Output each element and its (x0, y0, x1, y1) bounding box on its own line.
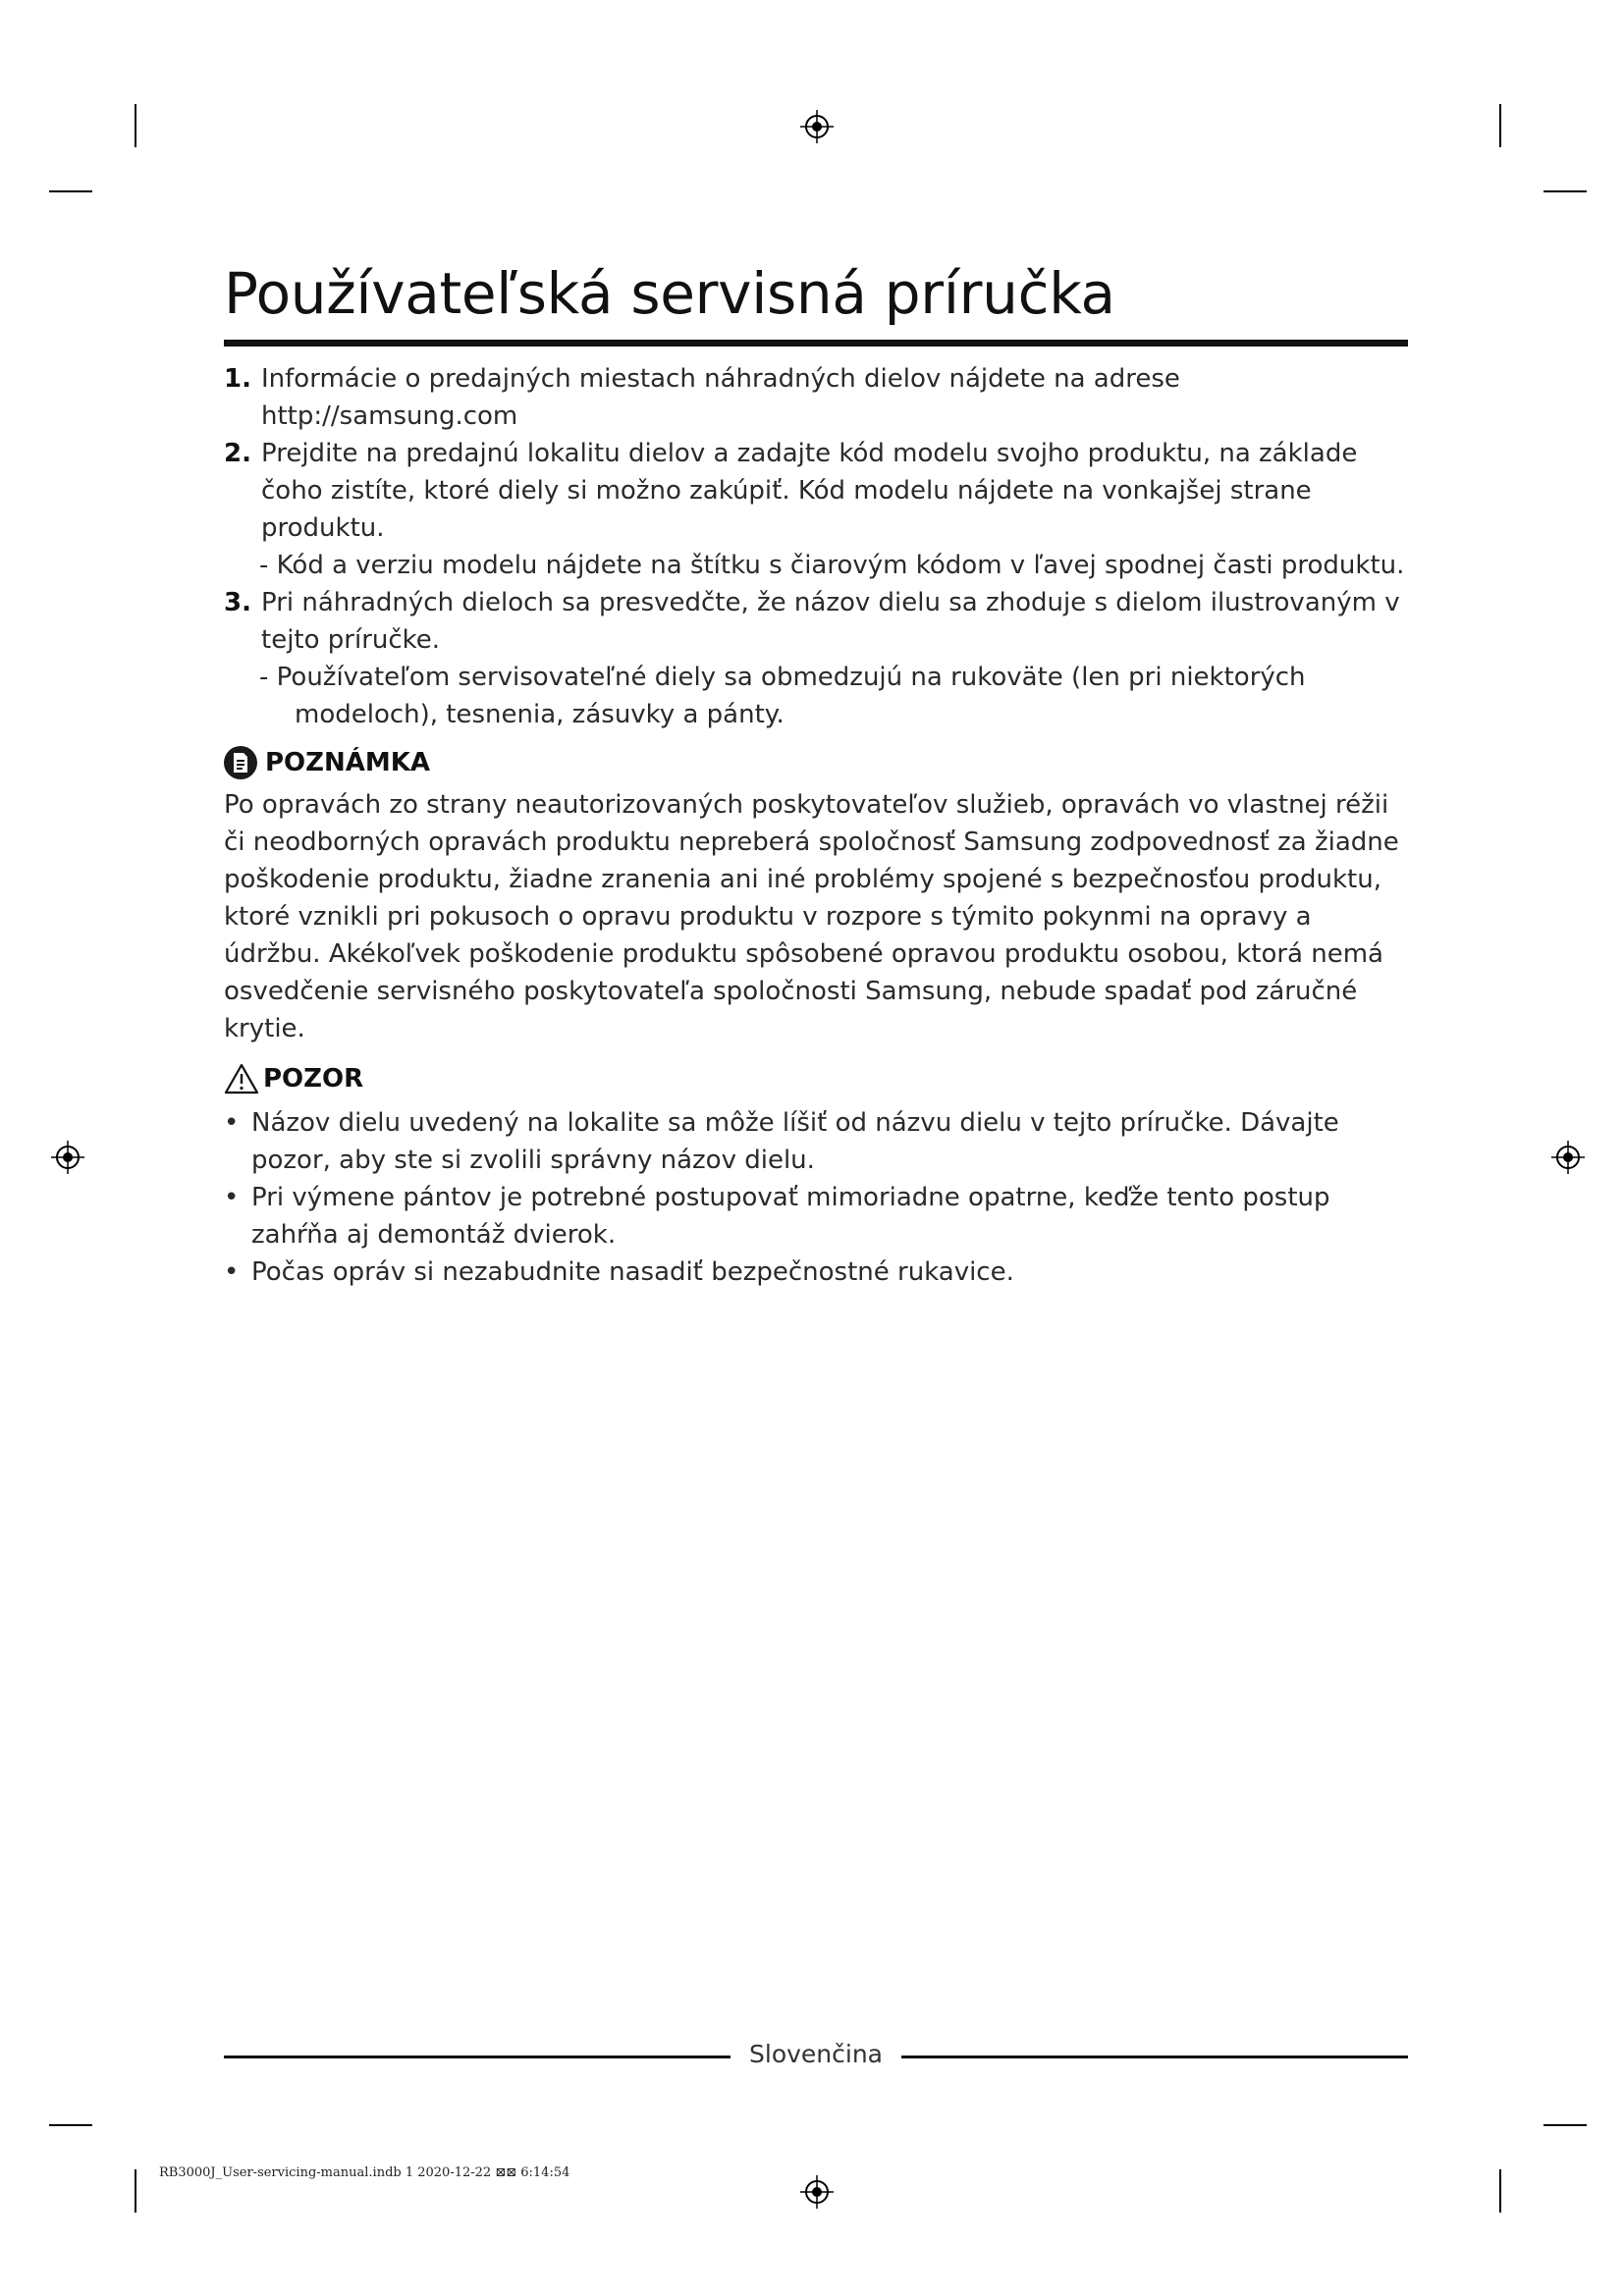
crop-mark (1499, 104, 1501, 147)
warning-triangle-icon (224, 1063, 259, 1095)
registration-mark-icon (800, 2175, 834, 2209)
crop-mark (1543, 2124, 1587, 2126)
sub-list (224, 659, 1408, 733)
crop-mark (49, 190, 92, 192)
crop-mark (1499, 2169, 1501, 2213)
step-number: 2. (224, 439, 251, 468)
step-number: 1. (224, 364, 251, 394)
list-item: • Názov dielu uvedený na lokalite sa môže líšiť od názvu dielu v tejto príručke. Dávajte pozor, aby ste si zvolili správny názov dielu. (224, 1104, 1408, 1179)
page-content (224, 260, 1408, 1291)
registration-mark-icon (1551, 1141, 1585, 1174)
list-item (224, 435, 1408, 584)
list-item (224, 360, 1408, 435)
crop-mark (49, 2124, 92, 2126)
caution-heading (224, 1057, 1408, 1100)
step-number: 3. (224, 588, 251, 617)
footer-rule (901, 2056, 1408, 2058)
steps-list (224, 360, 1408, 733)
note-icon (224, 746, 257, 779)
page-title: Používateľská servisná príručka (224, 265, 1408, 347)
list-item (224, 584, 1408, 733)
registration-mark-icon (800, 110, 834, 143)
registration-mark-icon (51, 1141, 84, 1174)
crop-mark (1543, 190, 1587, 192)
note-text: Po opravách zo strany neautorizovaných poskytovateľov služieb, opravách vo vlastnej réžii či neodborných opravách produktu nepreberá spoločnosť Samsung zodpovednosť za žiadne poškodenie produktu, žiadne zranenia ani iné problémy spojené s bezpečnosťou produktu, ktoré vznikli pri pokusoch o opravu produktu v rozpore s týmito pokynmi na opravy a údržbu. Akékoľvek poškodenie produktu spôsobené opravou produktu osobou, ktorá nemá osvedčenie servisného poskytovateľa spoločnosti Samsung, nebude spadať pod záručné krytie. (224, 790, 1399, 1043)
note-heading (224, 741, 1408, 784)
caution-list (224, 1104, 1408, 1291)
footer-language: Slovenčina (749, 2040, 883, 2068)
step-text: Informácie o predajných miestach náhradných dielov nájdete na adrese http://samsung.com (261, 364, 1180, 431)
print-slug: RB3000J_User-servicing-manual.indb 1 2020-12-22 ⊠⊠ 6:14:54 (159, 2165, 570, 2180)
sub-item: - Používateľom servisovateľné diely sa obmedzujú na rukoväte (len pri niektorých modeloch), tesnenia, zásuvky a pánty. (224, 659, 1408, 733)
note-label: POZNÁMKA (265, 748, 431, 777)
list-item: • Pri výmene pántov je potrebné postupovať mimoriadne opatrne, keďže tento postup zahŕňa aj demontáž dvierok. (224, 1179, 1408, 1254)
step-text: Pri náhradných dieloch sa presvedčte, že názov dielu sa zhoduje s dielom ilustrovaným v tejto príručke. (261, 588, 1400, 655)
crop-mark (135, 104, 136, 147)
caution-label: POZOR (263, 1064, 364, 1094)
sub-item: - Kód a verziu modelu nájdete na štítku s čiarovým kódom v ľavej spodnej časti produktu. (224, 547, 1408, 584)
list-item: • Počas opráv si nezabudnite nasadiť bezpečnostné rukavice. (224, 1254, 1408, 1291)
footer-rule (224, 2056, 731, 2058)
sub-list (224, 547, 1408, 584)
crop-mark (135, 2169, 136, 2213)
step-text: Prejdite na predajnú lokalitu dielov a zadajte kód modelu svojho produktu, na základe čoho zistíte, ktoré diely si možno zakúpiť. Kód modelu nájdete na vonkajšej strane produktu. (261, 439, 1358, 543)
